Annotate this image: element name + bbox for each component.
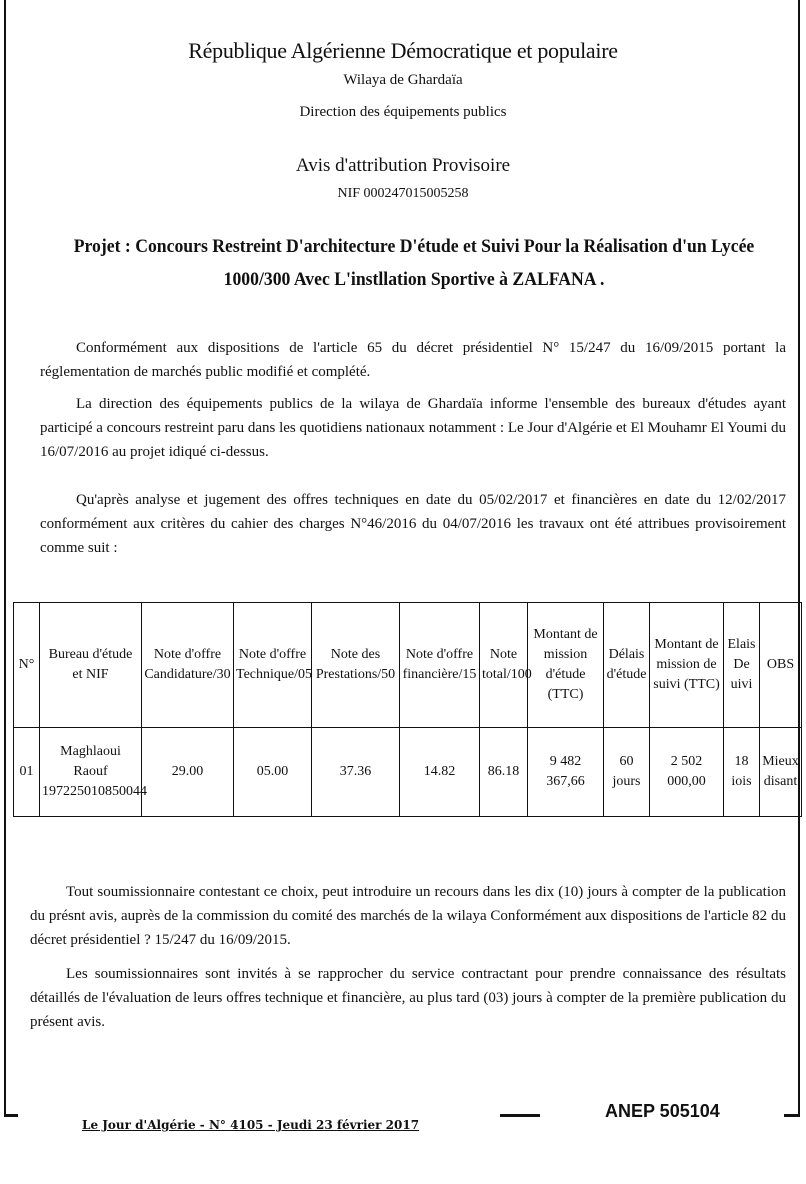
nif-number: NIF 000247015005258 xyxy=(337,186,469,201)
col-candidature-header: Note d'offre Candidature/30 xyxy=(142,603,234,728)
publication-footer: Le Jour d'Algérie - N° 4105 - Jeudi 23 février 2017 xyxy=(82,1118,420,1132)
cell-delais-etude: 60 jours xyxy=(604,728,650,817)
cell-total: 86.18 xyxy=(480,728,528,817)
cell-obs: Mieux disant xyxy=(760,728,802,817)
cell-financiere: 14.82 xyxy=(400,728,480,817)
notice-title: Avis d'attribution Provisoire xyxy=(295,155,511,176)
table-row xyxy=(14,728,802,817)
col-delais-suivi-header: Elais De uivi xyxy=(724,603,760,728)
cell-montant-etude: 9 482 367,66 xyxy=(528,728,604,817)
col-bureau-header: Bureau d'étude et NIF xyxy=(40,603,142,728)
cell-bureau: Maghlaoui Raouf 197225010850044 xyxy=(40,728,142,817)
col-montant-etude-header: Montant de mission d'étude (TTC) xyxy=(528,603,604,728)
paragraph-legal-basis: Conformément aux dispositions de l'article 65 du décret présidentiel N° 15/247 du 16/09/2015 portant la réglementation de marchés public modifié et complété. xyxy=(40,340,786,380)
anep-reference: ANEP 505104 xyxy=(605,1101,720,1121)
cell-montant-suivi: 2 502 000,00 xyxy=(650,728,724,817)
col-delais-etude-header: Délais d'étude xyxy=(604,603,650,728)
wilaya-heading: Wilaya de Ghardaïa xyxy=(343,72,463,88)
cell-technique: 05.00 xyxy=(234,728,312,817)
bottom-rule-middle xyxy=(500,1114,540,1117)
col-montant-suivi-header: Montant de mission de suivi (TTC) xyxy=(650,603,724,728)
paragraph-invitation: Les soumissionnaires sont invités à se rapprocher du service contractant pour prendre connaissance des résultats détaillés de l'évaluation de leurs offres technique et financière, au plus tard (03) jours à compter de la première publication du présent avis. xyxy=(30,966,786,1030)
republic-heading: République Algérienne Démocratique et populaire xyxy=(188,38,618,63)
col-num-header: N° xyxy=(14,603,40,728)
paragraph-recourse: Tout soumissionnaire contestant ce choix, peut introduire un recours dans les dix (10) jours à compter de la publication du présnt avis, auprès de la commission du comité des marchés de la wilaya Conformément aux dispositions de l'article 82 du décret présidentiel ? 15/247 du 16/09/2015. xyxy=(30,884,786,948)
cell-candidature: 29.00 xyxy=(142,728,234,817)
cell-prestations: 37.36 xyxy=(312,728,400,817)
cell-delais-suivi: 18 iois xyxy=(724,728,760,817)
results-table xyxy=(13,602,802,817)
col-technique-header: Note d'offre Technique/05 xyxy=(234,603,312,728)
col-financiere-header: Note d'offre financière/15 xyxy=(400,603,480,728)
col-total-header: Note total/100 xyxy=(480,603,528,728)
project-title: Projet : Concours Restreint D'architecture D'étude et Suivi Pour la Réalisation d'un Lycée 1000/300 Avec L'instllation Sportive à ZALFANA . xyxy=(73,236,755,290)
col-obs-header: OBS xyxy=(760,603,802,728)
paragraph-information: La direction des équipements publics de la wilaya de Ghardaïa informe l'ensemble des bureaux d'études ayant participé a concours restreint paru dans les quotidiens nationaux notamment : Le Jour d'Algérie et El Mouhamr El Youmi du 16/07/2016 au projet idiqué ci-dessus. xyxy=(40,396,786,460)
bottom-rule-left xyxy=(4,1114,18,1117)
direction-heading: Direction des équipements publics xyxy=(299,104,507,120)
table-header-row xyxy=(14,603,802,728)
bottom-rule-right xyxy=(784,1114,800,1117)
col-prestations-header: Note des Prestations/50 xyxy=(312,603,400,728)
cell-num: 01 xyxy=(14,728,40,817)
paragraph-evaluation: Qu'après analyse et jugement des offres techniques en date du 05/02/2017 et financières en date du 12/02/2017 conformément aux critères du cahier des charges N°46/2016 du 04/07/2016 les travaux ont été attribues provisoirement comme suit : xyxy=(40,492,786,556)
